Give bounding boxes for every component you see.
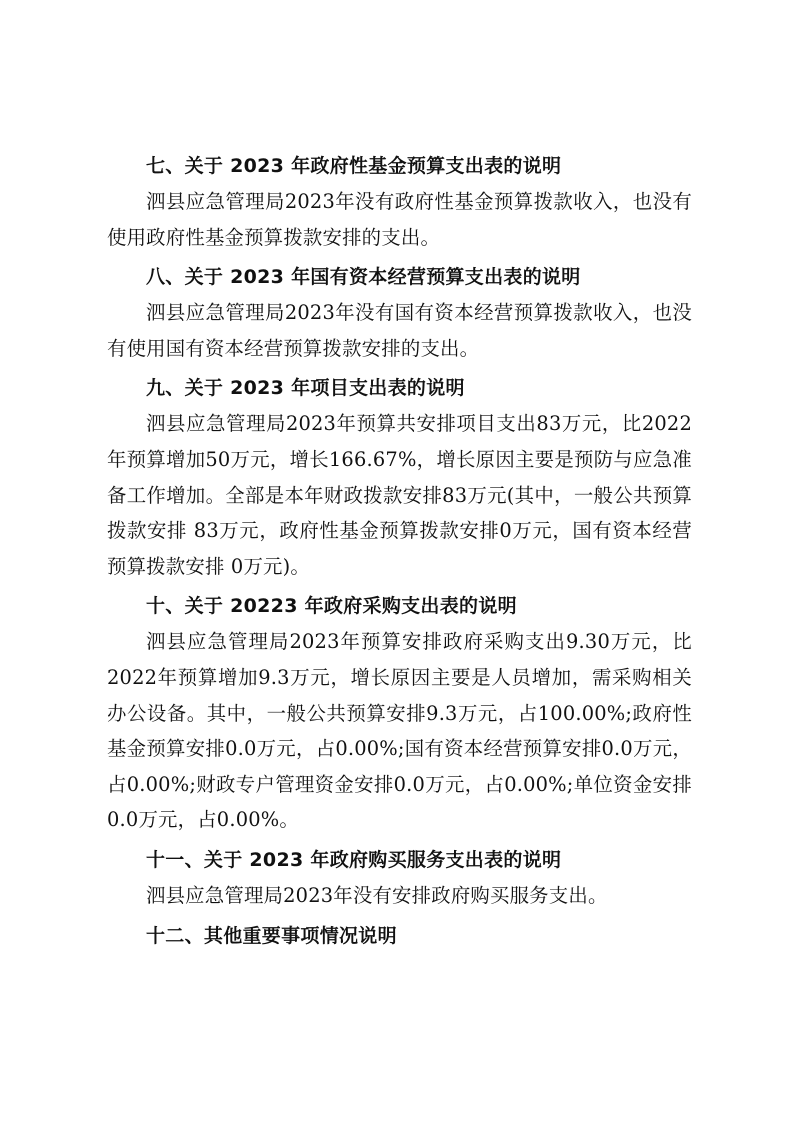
section-heading: 八、关于 2023 年国有资本经营预算支出表的说明 xyxy=(146,266,581,289)
section-paragraph: 泗县应急管理局2023年没有安排政府购买服务支出。 xyxy=(146,883,608,907)
section-8 xyxy=(107,259,692,366)
section-7 xyxy=(107,148,692,255)
section-heading: 十、关于 20223 年政府采购支出表的说明 xyxy=(146,595,517,618)
section-paragraph: 泗县应急管理局2023年没有政府性基金预算拨款收入，也没有使用政府性基金预算拨款安排的支出。 xyxy=(107,190,692,249)
section-heading: 九、关于 2023 年项目支出表的说明 xyxy=(146,377,465,400)
section-heading: 十二、其他重要事项情况说明 xyxy=(146,924,397,947)
section-heading: 七、关于 2023 年政府性基金预算支出表的说明 xyxy=(146,155,562,177)
section-paragraph: 泗县应急管理局2023年预算安排政府采购支出9.30万元，比2022年预算增加9.3万元，增长原因主要是人员增加，需采购相关办公设备。其中，一般公共预算安排9.3万元，占100.00%;政府性基金预算安排0.0万元，占0.00%;国有资本经营预算安排0.0万元，占0.00%;财政专户管理资金安排0.0万元，占0.00%;单位资金安排0.0万元，占0.00%。 xyxy=(107,630,692,832)
document-body xyxy=(107,148,692,958)
section-10 xyxy=(107,588,692,838)
section-9 xyxy=(107,370,692,584)
section-paragraph: 泗县应急管理局2023年预算共安排项目支出83万元，比2022年预算增加50万元，增长166.67%，增长原因主要是预防与应急准备工作增加。全部是本年财政拨款安排83万元(其中，一般公共预算拨款安排 83万元，政府性基金预算拨款安排0万元，国有资本经营预算拨款安排 0万元)。 xyxy=(107,412,692,578)
section-heading: 十一、关于 2023 年政府购买服务支出表的说明 xyxy=(146,848,562,871)
section-12 xyxy=(107,918,692,954)
section-paragraph: 泗县应急管理局2023年没有国有资本经营预算拨款收入，也没有使用国有资本经营预算拨款安排的支出。 xyxy=(107,301,692,360)
section-11 xyxy=(107,842,692,914)
